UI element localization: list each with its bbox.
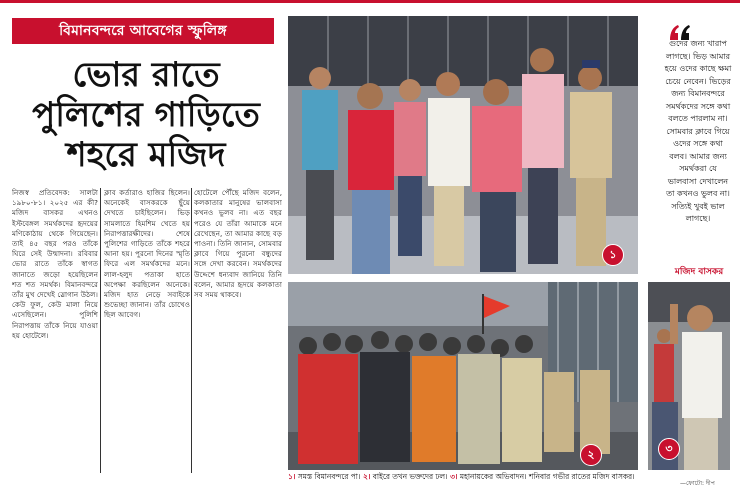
caption-text: সমস্ত বিমানবন্দরে পা। [297,472,361,481]
column-divider [100,188,101,473]
headline-line-3: শহরে মজিদ [66,135,226,175]
top-accent-bar [0,0,740,3]
photo-number-badge: ১ [602,244,624,266]
caption-number: ৩। [450,472,458,481]
quote-text: গুদের জন্য খারাপ লাগছে। ভিড় আমার হয়ে ওদের কাছে ক্ষমা চেয়ে নেবেন। ভিড়ের জন্য বিমানবন্দরে সমর্থকদের সঙ্গে কথা বলতে পারলাম না। সোমবার ক্লাবে গিয়ে ওদের সঙ্গে কথা বলব। আমার জন্য সমর্থকরা যে ভালবাসা দেখালেন তা কখনও ভুলব না। সত্যিই খুবই ভাল লাগছে। [664,39,732,223]
article-column-2: ক্লাব কর্তারাও হাজির ছিলেন। অনেকেই বাসকরকে ছুঁয়ে দেখতে চাইছিলেন। ভিড় সামলাতে হিমশিম খেতে হয় নিরাপত্তারক্ষীদের। শেষে পুলিশের গাড়িতে তাঁকে শহরে আনা হয়। পুরনো দিনের স্মৃতি ফিরে এল সমর্থকদের মনে। লাল-হলুদ পতাকা হাতে অপেক্ষা করছিলেন অনেকে। মজিদ হাত নেড়ে সবাইকে শুভেচ্ছা জানান। তাঁর চোখেও ছিল আবেগ। [104,188,190,320]
photo-credit: —ফোটো: দীপ [680,480,715,487]
quote-attribution: মজিদ বাসকর [674,267,724,277]
photo-crowd-outside [288,282,638,470]
photo-caption [288,472,728,482]
article-column-3: হোটেলে পৌঁছে মজিদ বলেন, কলকাতার মানুষের ভালবাসা কখনও ভুলব না। এত বছর পরেও যে তাঁরা আমাকে মনে রেখেছেন, তা আমার কাছে বড় পাওনা। তিনি জানান, সোমবার ক্লাবে গিয়ে পুরনো বন্ধুদের সঙ্গে দেখা করবেন। সমর্থকদের উদ্দেশে ধন্যবাদ জানিয়ে তিনি বলেন, আমার হৃদয়ে কলকাতা সব সময় থাকবে। [194,188,282,300]
headline-line-2: পুলিশের গাড়িতে [32,95,260,135]
photo-airport-arrival [288,16,638,274]
headline [10,55,282,175]
photo-number-badge: ৩ [658,438,680,460]
photo-number-badge: ২ [580,444,602,466]
photo-majid-greeting [648,282,730,470]
column-divider [191,188,192,473]
caption-text: বাইরে তখন ভক্তদের ঢল। [372,472,448,481]
caption-number: ১। [288,472,296,481]
article-column-1: নিজস্ব প্রতিবেদক: সালটা ১৯৮০-৮১। ২০২৫ এর কী? মজিদ বাসকর এখনও ইস্টবেঙ্গল সমর্থকদের হৃদয়ের মণিকোঠায় থেকে গিয়েছেন। তাই ৪৫ বছর পরও তাঁকে ঘিরে সেই উন্মাদনা। রবিবার ভোর রাতে তাঁকে স্বাগত জানাতে জড়ো হয়েছিলেন শত শত সমর্থক। বিমানবন্দরে তাঁর মুখ দেখেই স্লোগান উঠল। কেউ ফুল, কেউ মালা নিয়ে এসেছিলেন। পুলিশি নিরাপত্তায় তাঁকে নিয়ে যাওয়া হয় হোটেলে। [12,188,98,340]
headline-line-1: ভোর রাতে [72,55,220,95]
caption-number: ২। [362,472,371,481]
kicker-banner: বিমানবন্দরে আবেগের স্ফুলিঙ্গ [12,18,274,44]
caption-text: মহানায়কের অভিবাদন। শনিবার গভীর রাতের মজিদ বাসকর। [459,472,635,481]
